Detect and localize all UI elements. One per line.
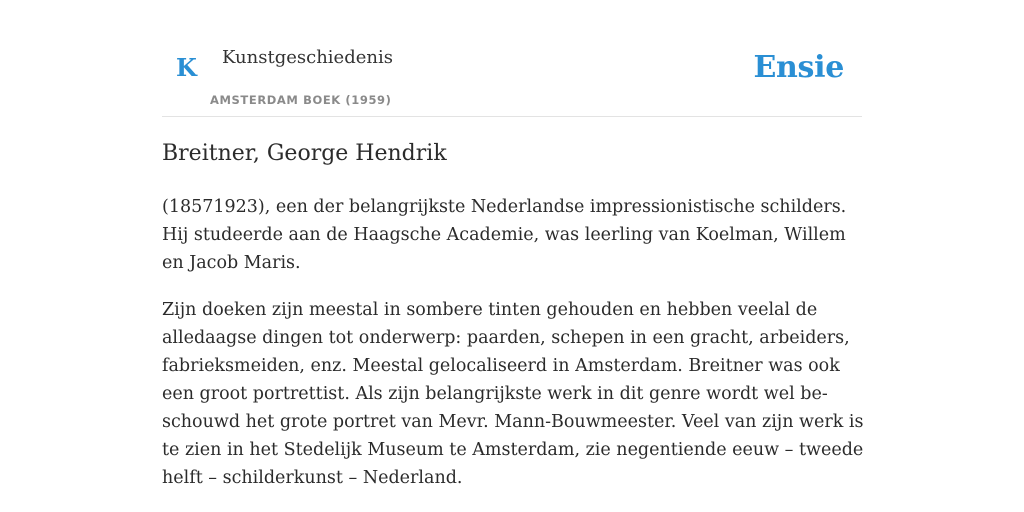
category-link[interactable]: Kunstgeschiedenis <box>222 47 393 68</box>
category-logo-icon[interactable]: K <box>176 53 197 82</box>
article-paragraph: Zijn doeken zijn meestal in sombere tinten gehouden en hebben veelal de alledaagse dingen tot onderwerp: paarden, schepen in een gracht, arbeiders, fabrieksmeiden, enz. Meestal gelocaliseerd in Amsterdam. Breitner was ook een groot portrettist. Als zijn belangrijkste werk in dit genre wordt wel be-schouwd het grote portret van Mevr. Mann-Bouwmeester. Veel van zijn werk is te zien in het Stedelijk Museum te Amsterdam, zie negentiende eeuw – tweede helft – schilderkunst – Nederland. <box>162 300 864 488</box>
article-body <box>162 193 864 511</box>
source-label: AMSTERDAM BOEK (1959) <box>210 93 392 107</box>
brand-logo[interactable]: Ensie <box>753 50 844 85</box>
article-paragraph: (18571923), een der belangrijkste Nederlandse impressionistische schilders. Hij studeerde aan de Haagsche Academie, was leerling van Koelman, Willem en Jacob Maris. <box>162 197 847 273</box>
page-header <box>162 0 862 117</box>
article-title: Breitner, George Hendrik <box>162 141 447 166</box>
